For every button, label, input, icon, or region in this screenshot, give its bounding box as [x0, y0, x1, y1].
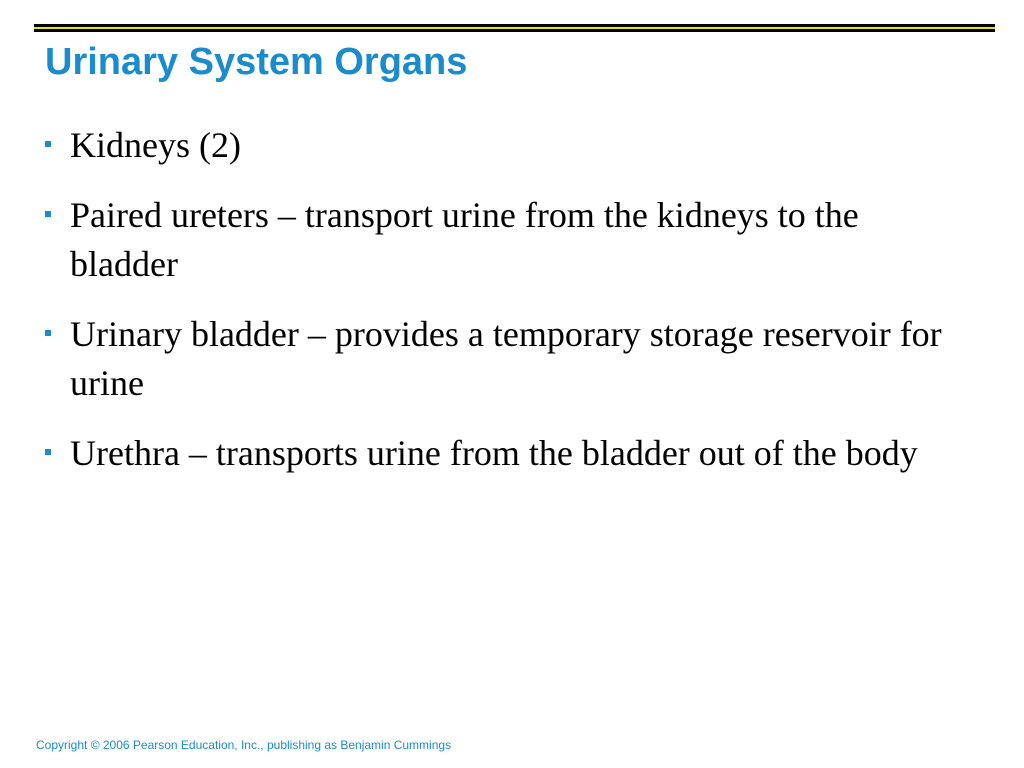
bullet-text: Paired ureters – transport urine from the kidneys to the bladder — [70, 195, 859, 284]
slide-title: Urinary System Organs — [45, 41, 468, 83]
top-rule-divider — [34, 24, 995, 32]
bullet-text: Urethra – transports urine from the bladder out of the body — [70, 433, 918, 473]
square-bullet-icon — [45, 211, 51, 217]
bullet-item-bladder — [45, 310, 975, 408]
bullet-text: Kidneys (2) — [70, 125, 241, 165]
square-bullet-icon — [45, 330, 51, 336]
bullet-item-ureters — [45, 191, 975, 289]
square-bullet-icon — [45, 449, 51, 455]
copyright-footer: Copyright © 2006 Pearson Education, Inc., publishing as Benjamin Cummings — [36, 738, 452, 752]
bullet-list — [45, 121, 975, 499]
square-bullet-icon — [45, 141, 51, 147]
bullet-item-urethra — [45, 429, 975, 478]
bullet-item-kidneys — [45, 121, 975, 170]
bullet-text: Urinary bladder – provides a temporary storage reservoir for urine — [70, 314, 942, 403]
